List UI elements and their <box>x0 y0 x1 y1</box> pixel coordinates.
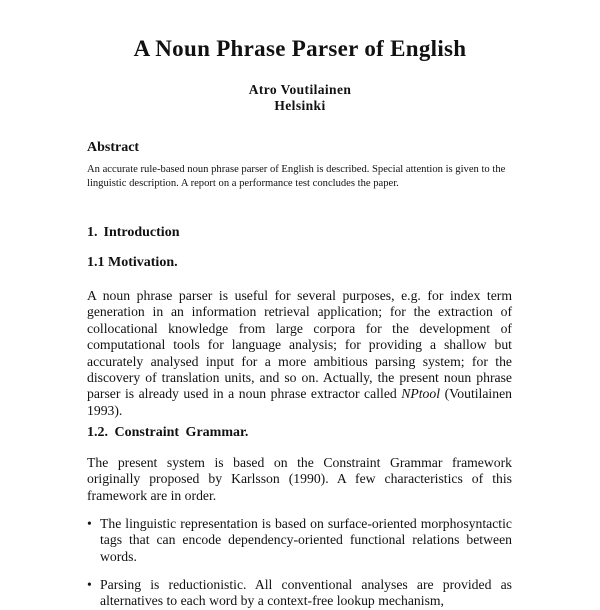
abstract-heading: Abstract <box>87 140 140 155</box>
paper-title: A Noun Phrase Parser of English <box>133 36 467 61</box>
motivation-paragraph <box>87 288 512 419</box>
list-item <box>87 516 512 565</box>
bullet-icon: • <box>87 577 92 592</box>
constraint-grammar-paragraph: The present system is based on the Constraint Grammar framework originally proposed by Karlsson (1990). A few characteristics of this framework are in order. <box>87 455 512 503</box>
motivation-text: A noun phrase parser is useful for several purposes, e.g. for index term generation in an information retrieval application; for the extraction of collocational knowledge from large corpora for the development of computational tools for language analysis; for providing a shallow but accurately analysed input for a more ambitious parsing system; for the discovery of translation units, and so on. Actually, the present noun phrase parser is already used in a noun phrase extractor called <box>87 288 512 402</box>
section-number: 1. <box>87 225 98 240</box>
author-name: Atro Voutilainen <box>248 82 352 97</box>
bullet-icon: • <box>87 516 92 531</box>
author-affiliation: Helsinki <box>274 98 326 113</box>
list-item-text: Parsing is reductionistic. All conventional analyses are provided as alternatives to each word by a context-free lookup mechanism, <box>100 577 512 609</box>
tool-name: NPtool <box>401 386 441 402</box>
subsection-heading-motivation: 1.1 Motivation. <box>87 255 178 270</box>
motivation-citation: (Voutilainen 1993). <box>87 386 512 418</box>
abstract-text: An accurate rule-based noun phrase parser of English is described. Special attention is given to the linguistic description. A report on a performance test concludes the paper. <box>87 164 506 189</box>
list-item <box>87 577 512 610</box>
subsection-heading-constraint-grammar: 1.2. Constraint Grammar. <box>87 425 249 440</box>
list-item-text: The linguistic representation is based on surface-oriented morphosyntactic tags that can encode dependency-oriented functional relations between words. <box>100 516 512 564</box>
section-title: Introduction <box>103 225 180 240</box>
section-heading-introduction <box>87 225 179 241</box>
author-block <box>0 82 600 114</box>
